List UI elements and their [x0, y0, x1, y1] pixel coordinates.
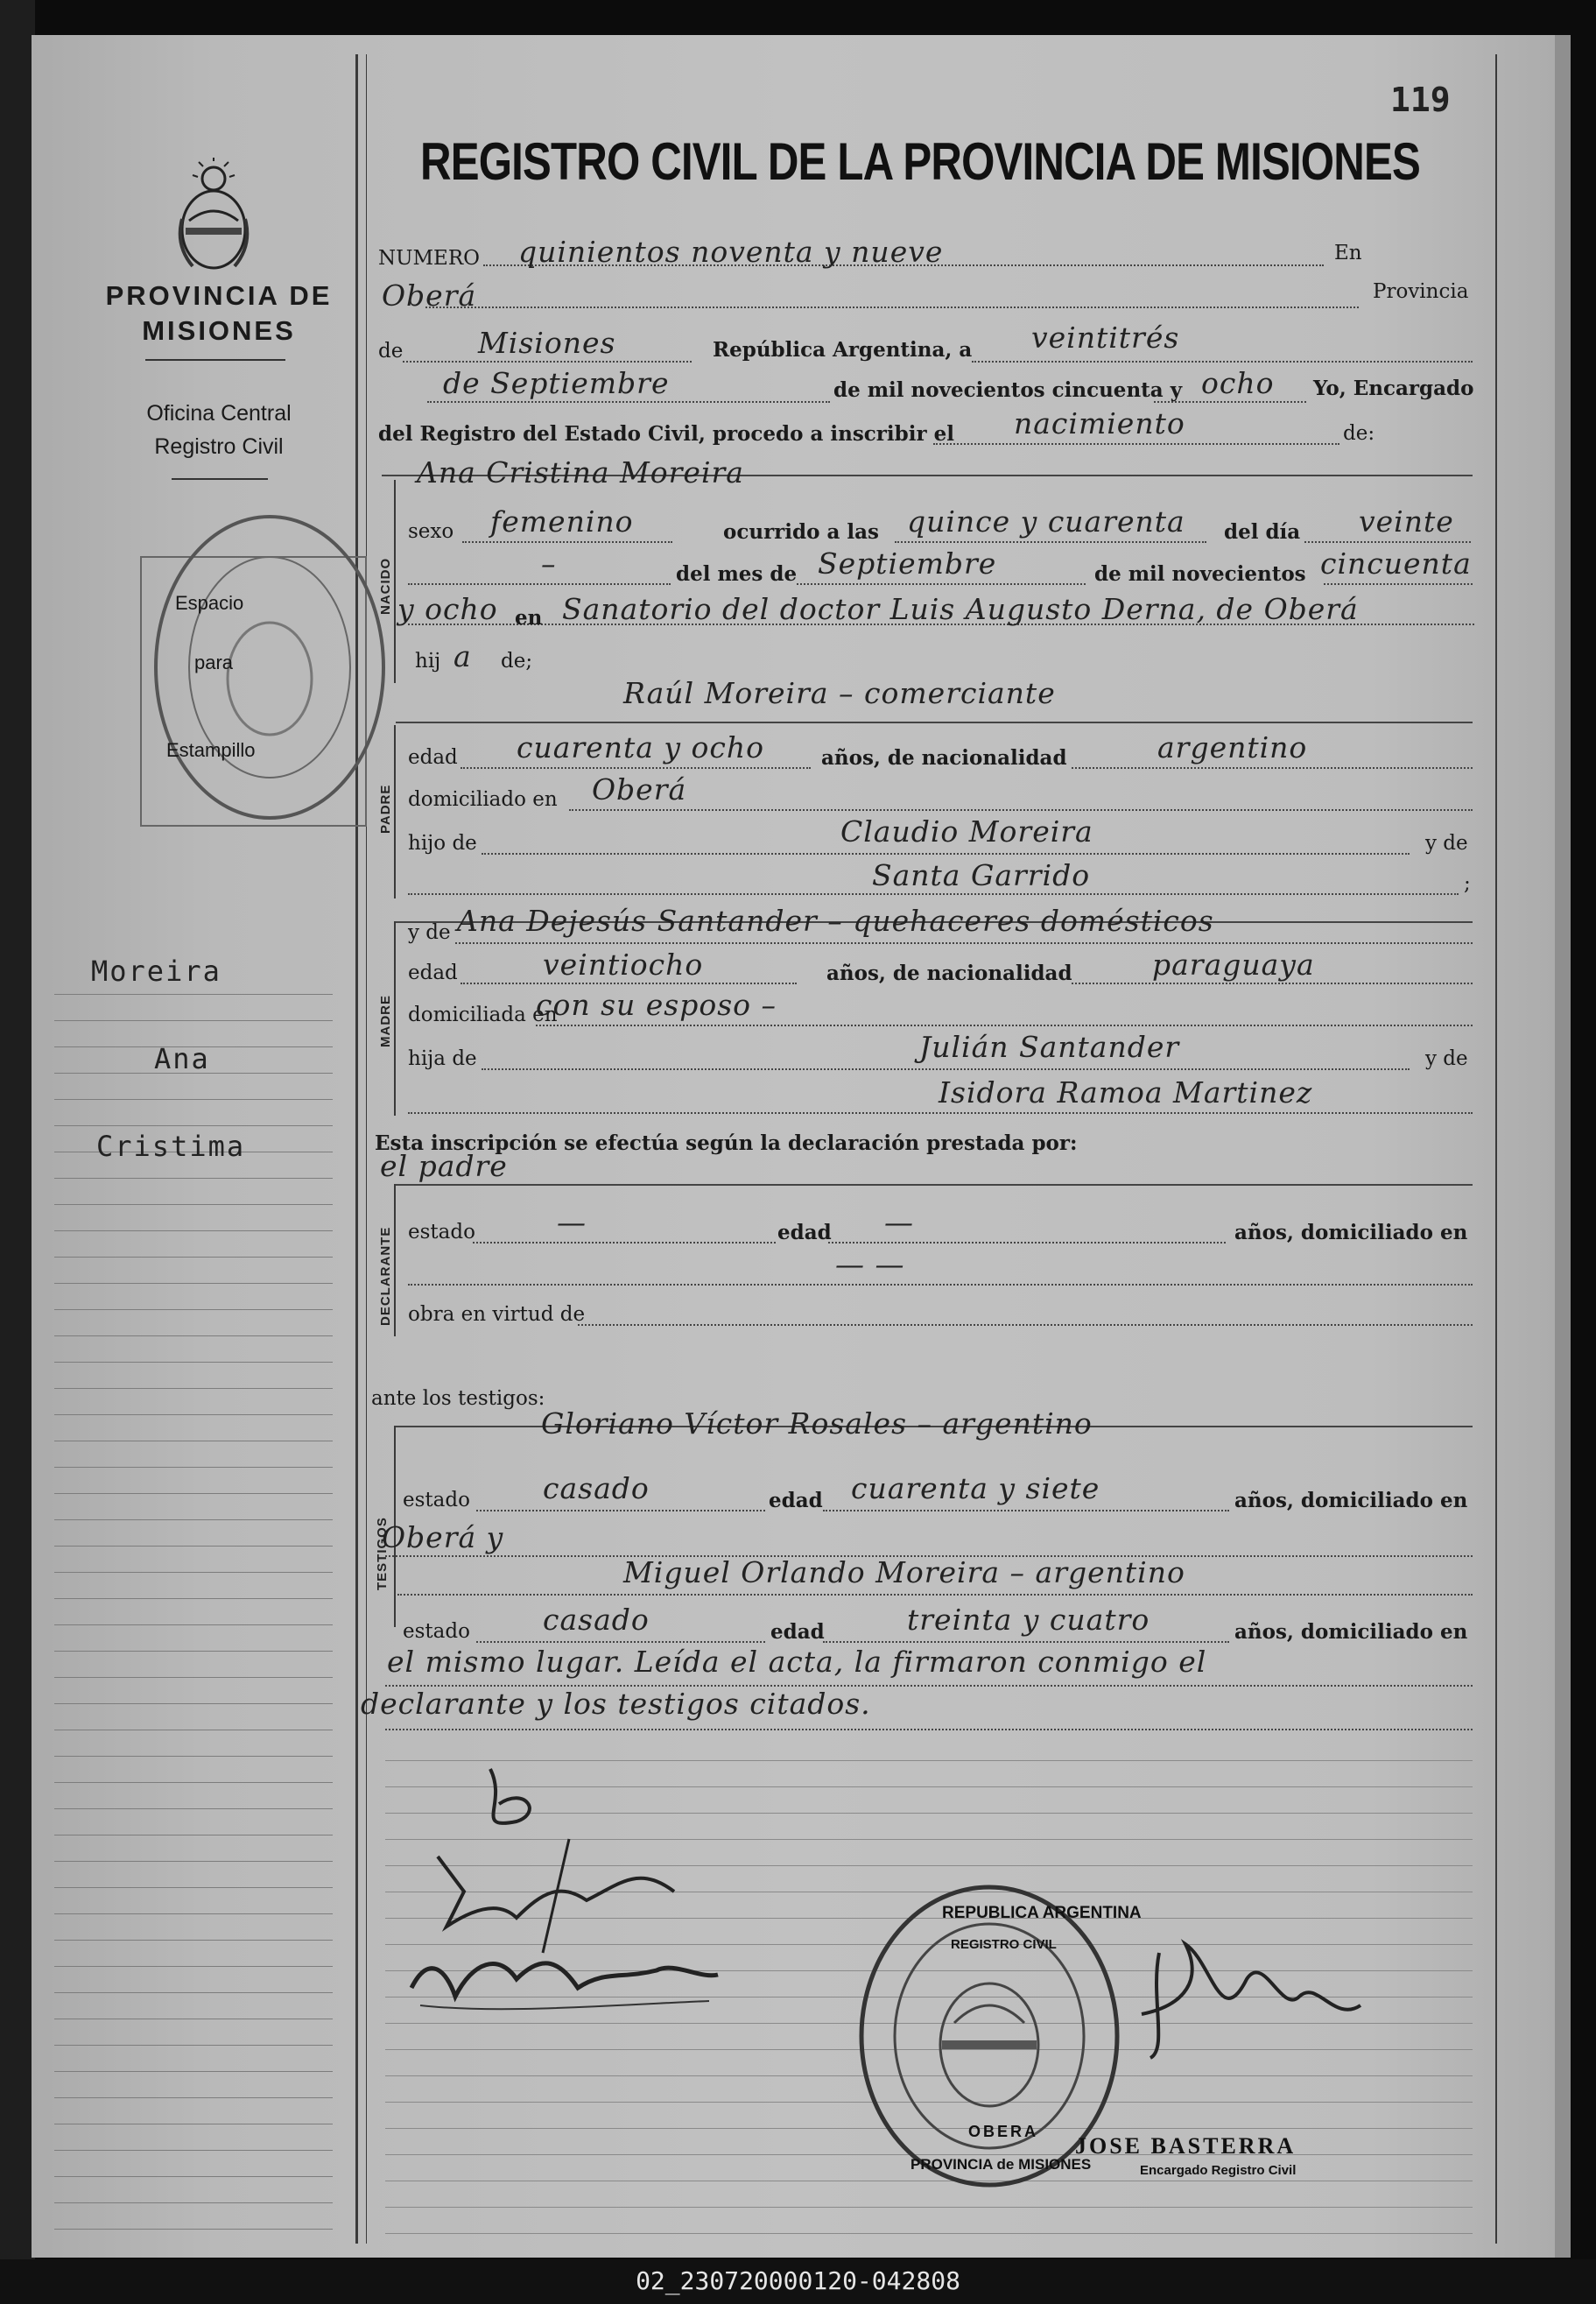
nacido-section-label: NACIDO: [378, 557, 393, 615]
closing-line-1: el mismo lugar. Leída el acta, la firmaron conmigo el: [387, 1645, 1207, 1679]
mes-label: del mes de: [676, 562, 798, 586]
declarante-anos-label: años, domiciliado en: [1234, 1221, 1468, 1244]
numero-label: NUMERO: [378, 247, 481, 270]
margin-ruled-line: [54, 1808, 333, 1809]
birth-day-value: veinte: [1359, 504, 1454, 539]
page-title: REGISTRO CIVIL DE LA PROVINCIA DE MISIONES: [420, 132, 1420, 191]
right-border: [1495, 54, 1497, 2244]
madre-edad-value: veintiocho: [543, 948, 704, 982]
page-number: 119: [1390, 81, 1451, 119]
office-line-1: Oficina Central: [146, 401, 292, 426]
margin-ruled-line: [54, 2202, 333, 2203]
registrar-signature: [1133, 1927, 1378, 2067]
month-value: de Septiembre: [443, 366, 670, 400]
margin-ruled-line: [54, 1572, 333, 1573]
margin-ruled-line: [54, 1861, 333, 1862]
madre-hija-de-label: hija de: [408, 1047, 477, 1070]
stamp-box-line-3: Estampillo: [166, 739, 256, 761]
proceed-label: del Registro del Estado Civil, procedo a inscribir el: [378, 422, 954, 446]
registrar-title: Encargado Registro Civil: [1140, 2163, 1297, 2178]
declarante-value: el padre: [380, 1149, 508, 1183]
margin-ruled-line: [54, 2045, 333, 2046]
padre-domicilio-value: Oberá: [592, 772, 687, 807]
declarante-section-label: DECLARANTE: [378, 1226, 393, 1326]
margin-ruled-line: [54, 1309, 333, 1310]
margin-ruled-line: [54, 1651, 333, 1652]
margin-divider: [355, 54, 358, 2244]
year-value: ocho: [1201, 366, 1275, 400]
padre-edad-value: cuarenta y ocho: [517, 730, 764, 764]
hij-suffix: a: [453, 639, 472, 673]
margin-ruled-line: [54, 1020, 333, 1021]
seal-icon: [147, 508, 392, 828]
padre-section-label: PADRE: [378, 784, 393, 834]
ocurrido-label: ocurrido a las: [723, 520, 879, 544]
province-value: Misiones: [478, 326, 616, 360]
margin-ruled-line: [54, 1519, 333, 1520]
en-label: En: [1334, 242, 1362, 264]
heading-rule: [145, 359, 285, 361]
margin-ruled-line: [54, 1966, 333, 1967]
witness-1-estado-label: estado: [403, 1489, 470, 1511]
padre-domicilio-label: domiciliado en: [408, 788, 558, 811]
seal-city: OBERA: [968, 2123, 1039, 2140]
padre-father-value: Claudio Moreira: [840, 814, 1093, 849]
padre-nacionalidad-label: años, de nacionalidad: [821, 746, 1067, 770]
witness-2-edad-label: edad: [770, 1620, 825, 1644]
witness-2-estado-label: estado: [403, 1620, 470, 1643]
margin-ruled-line: [54, 2150, 333, 2151]
madre-father-value: Julián Santander: [919, 1030, 1180, 1064]
margin-ruled-line: [54, 1414, 333, 1415]
margin-ruled-line: [54, 1703, 333, 1704]
margin-ruled-line: [54, 1624, 333, 1625]
margin-divider-thin: [366, 54, 367, 2244]
declarante-estado-label: estado: [408, 1221, 475, 1244]
padre-name-value: Raúl Moreira – comerciante: [623, 676, 1056, 710]
margin-ruled-line: [54, 1756, 333, 1757]
madre-edad-label: edad: [408, 962, 458, 984]
witness-1-edad-value: cuarenta y siete: [851, 1471, 1100, 1505]
office-rule: [172, 478, 268, 480]
declarante-intro-label: Esta inscripción se efectúa según la declaración prestada por:: [375, 1131, 1078, 1155]
testigos-intro-label: ante los testigos:: [371, 1387, 545, 1410]
sexo-label: sexo: [408, 520, 454, 543]
margin-ruled-line: [54, 1283, 333, 1284]
hour-value: quince y cuarenta: [907, 504, 1185, 539]
de-colon-label: de:: [1343, 422, 1375, 445]
margin-ruled-line: [54, 1598, 333, 1599]
birth-month-value: Septiembre: [818, 546, 997, 581]
provincia-label: Provincia: [1373, 280, 1469, 303]
witness-2-anos-label: años, domiciliado en: [1234, 1620, 1468, 1644]
witness-1-domicilio-value: Oberá y: [382, 1520, 504, 1554]
margin-ruled-line: [54, 1782, 333, 1783]
padre-semicolon: ;: [1464, 872, 1471, 895]
margin-ruled-line: [54, 994, 333, 995]
stamp-box-line-1: Espacio: [175, 592, 244, 614]
witness-1-estado-value: casado: [543, 1471, 650, 1505]
margin-first-name: Ana: [154, 1042, 210, 1075]
margin-ruled-line: [54, 1887, 333, 1888]
margin-ruled-line: [54, 2229, 333, 2230]
registrar-name: JOSE BASTERRA: [1075, 2133, 1297, 2159]
margin-surname: Moreira: [91, 955, 221, 988]
declarante-dash-value: — —: [835, 1247, 905, 1281]
madre-domicilio-label: domiciliada en: [408, 1004, 558, 1026]
margin-ruled-line: [54, 1467, 333, 1468]
madre-nacionalidad-label: años, de nacionalidad: [826, 962, 1072, 985]
margin-ruled-line: [54, 1362, 333, 1363]
margin-ruled-line: [54, 1546, 333, 1547]
nacido-bracket: [394, 480, 396, 683]
day-value: veintitrés: [1031, 321, 1180, 355]
seal-inner-arc: REGISTRO CIVIL: [951, 1937, 1057, 1952]
madre-domicilio-value: con su esposo –: [536, 988, 777, 1022]
witness-2-value: Miguel Orlando Moreira – argentino: [623, 1555, 1185, 1589]
margin-ruled-line: [54, 1677, 333, 1678]
margin-ruled-line: [54, 1125, 333, 1126]
witness-2-estado-value: casado: [543, 1603, 650, 1637]
en-label-nacido: en: [515, 606, 543, 630]
testigos-section-label: TESTIGOS: [375, 1517, 390, 1590]
birth-year-value-2: y ocho: [397, 592, 498, 626]
margin-second-name: Cristima: [96, 1130, 246, 1163]
witness-2-edad-value: treinta y cuatro: [907, 1603, 1150, 1637]
declarante-estado-value: —: [557, 1205, 587, 1239]
body-ruled-line: [385, 2207, 1473, 2208]
witness-1-edad-label: edad: [769, 1489, 823, 1512]
closing-line-2: declarante y los testigos citados.: [361, 1687, 871, 1721]
hij-label: hij: [415, 650, 441, 673]
nacido-name-value: Ana Cristina Moreira: [417, 455, 744, 490]
act-type-value: nacimiento: [1014, 406, 1185, 440]
margin-ruled-line: [54, 1335, 333, 1336]
witness-1-anos-label: años, domiciliado en: [1234, 1489, 1468, 1512]
margin-ruled-line: [54, 1099, 333, 1100]
padre-bracket: [394, 725, 396, 898]
madre-y-de-label: y de: [408, 921, 451, 944]
madre-mother-value: Isidora Ramoa Martinez: [939, 1075, 1313, 1110]
office-line-2: Registro Civil: [154, 434, 284, 459]
page-edge: [1555, 35, 1571, 2258]
margin-ruled-line: [54, 2097, 333, 2098]
province-heading: PROVINCIA DE MISIONES: [105, 280, 333, 346]
encargado-label: Yo, Encargado: [1313, 377, 1474, 400]
madre-bracket: [394, 921, 396, 1116]
birth-year-label: de mil novecientos: [1094, 562, 1306, 586]
margin-ruled-line: [54, 1940, 333, 1941]
del-dia-label: del día: [1224, 520, 1301, 544]
margin-ruled-line: [54, 1178, 333, 1179]
book-binding: [0, 0, 35, 2259]
de-label: de: [378, 340, 404, 363]
margin-ruled-line: [54, 1992, 333, 1993]
margin-ruled-line: [54, 1257, 333, 1258]
place-value: Oberá: [382, 278, 477, 313]
margin-ruled-line: [54, 1204, 333, 1205]
padre-hijo-de-label: hijo de: [408, 832, 477, 855]
declarante-obra-label: obra en virtud de: [408, 1303, 586, 1326]
declarante-edad-value: —: [884, 1205, 914, 1239]
hij-de-label: de;: [501, 650, 533, 673]
padre-nacionalidad-value: argentino: [1157, 730, 1308, 764]
padre-y-de-label: y de: [1425, 832, 1468, 855]
witness-signatures: [394, 1751, 805, 2040]
madre-name-value: Ana Dejesús Santander – quehaceres domésticos: [457, 904, 1214, 938]
margin-ruled-line: [54, 1913, 333, 1914]
padre-mother-value: Santa Garrido: [872, 858, 1091, 892]
declarante-bracket: [394, 1184, 396, 1336]
madre-y-de-label-2: y de: [1425, 1047, 1468, 1070]
stamp-box-line-2: para: [194, 652, 234, 673]
margin-ruled-line: [54, 1230, 333, 1231]
margin-ruled-line: [54, 2071, 333, 2072]
sexo-value: femenino: [490, 504, 634, 539]
madre-section-label: MADRE: [378, 995, 393, 1047]
margin-ruled-line: [54, 2176, 333, 2177]
seal-bottom-arc: PROVINCIA de MISIONES: [910, 2156, 1092, 2173]
birth-place-value: Sanatorio del doctor Luis Augusto Derna, de Oberá: [562, 592, 1359, 626]
birth-year-value: cincuenta: [1320, 546, 1472, 581]
image-caption: 02_230720000120-042808: [636, 2266, 960, 2295]
seal-top-arc: REPUBLICA ARGENTINA: [942, 1904, 1142, 1922]
dash-value: –: [541, 546, 557, 581]
year-label: de mil novecientos cincuenta y: [833, 378, 1183, 402]
margin-ruled-line: [54, 1388, 333, 1389]
margin-ruled-line: [54, 1493, 333, 1494]
padre-top-rule: [396, 722, 1473, 723]
madre-nacionalidad-value: paraguaya: [1152, 948, 1315, 982]
declarante-edad-label: edad: [777, 1221, 832, 1244]
padre-edad-label: edad: [408, 746, 458, 769]
coat-of-arms-icon: [172, 158, 256, 271]
declarante-top-rule: [396, 1184, 1473, 1186]
body-ruled-line: [385, 2233, 1473, 2234]
numero-value: quinientos noventa y nueve: [518, 235, 944, 269]
republica-label: República Argentina, a: [713, 338, 973, 362]
witness-1-value: Gloriano Víctor Rosales – argentino: [541, 1406, 1093, 1441]
